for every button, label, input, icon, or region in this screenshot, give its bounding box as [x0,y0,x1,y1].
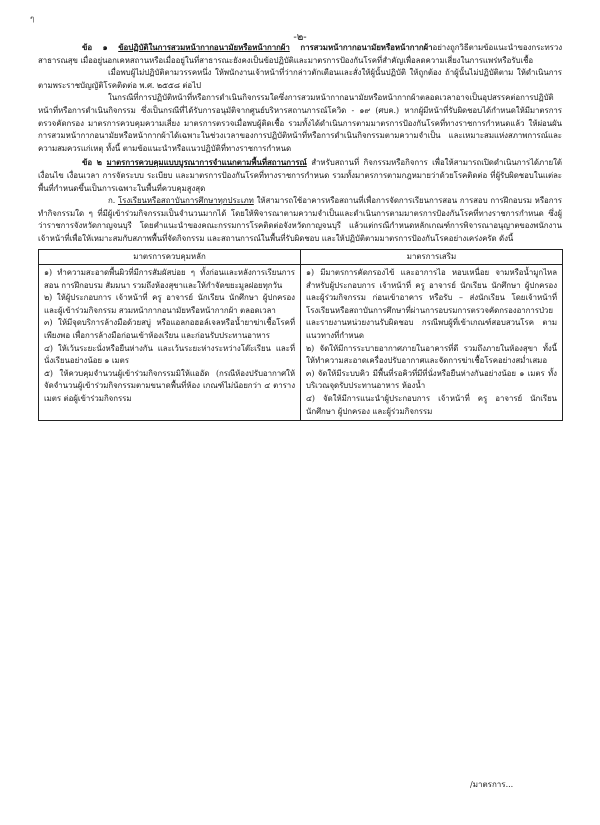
table-header-row [39,249,563,265]
header-main-measures: มาตรการควบคุมหลัก [39,249,301,265]
list-item: ๓) ให้มีจุดบริการล้างมือด้วยสบู่ หรือแอลกอฮอล์เจลหรือน้ำยาฆ่าเชื้อโรคที่เพียงพอ เพื่อการล้างมือก่อนเข้าห้องเรียน และก่อนรับประทานอาหาร [44,318,295,341]
clause-2-heading: มาตรการควบคุมแบบบูรณาการจำแนกตามพื้นที่สถานการณ์ [106,158,307,168]
extra-measures-cell [301,265,563,421]
item-a-body: ให้สามารถใช้อาคารหรือสถานที่เพื่อการจัดการเรียนการสอน การสอบ การฝึกอบรม หรือการทำกิจกรรมใด ๆ ที่มีผู้เข้าร่วมกิจกรรมเป็นจำนวนมากได้ โดยให้พิจารณาตามความจำเป็นและดำเนินการตามมาตรการป้องกันโรคที่ทางราชการกำหนด ซึ่งผู้ว่าราชการจังหวัดกาญจนบุรี โดยคำแนะนำของคณะกรรมการโรคติดต่อจังหวัดกาญจนบุรี แล้วแต่กรณีกำหนดหลักเกณฑ์การพิจารณาอนุญาตของพนักงานเจ้าหน้าที่เพื่อให้เหมาะสมกับสภาพพื้นที่จัดกิจกรรม และสถานการณ์ในพื้นที่รับผิดชอบ และให้ปฏิบัติตามมาตรการป้องกันโรคอย่างเคร่งครัด ดังนี้ [38,196,562,243]
clause-1-body: อย่างถูกวิธีตามข้อแนะนำของกระทรวงสาธารณสุข เมื่ออยู่นอกเคหสถานหรือเมื่ออยู่ในที่สาธารณะยังคงเป็นข้อปฏิบัติและมาตรการป้องกันโรคที่สำคัญเพื่อลดความเสี่ยงในการแพร่หรือรับเชื้อ [38,43,563,65]
clause-2-item-a [38,195,562,245]
continuation-note: /มาตรการ... [470,780,514,789]
list-item: ๓) จัดให้มีระบบคิว มีพื้นที่รอคิวที่มีที่นั่งหรือยืนห่างกันอย่างน้อย ๑ เมตร ทั้งบริเวณจุดรับประทานอาหาร ห้องน้ำ [306,368,557,391]
main-measures-cell [39,265,301,421]
list-item: ๒) จัดให้มีการระบายอากาศภายในอาคารที่ดี รวมถึงภายในห้องสุขา ทั้งนี้ ให้ทำความสะอาดเครื่องปรับอากาศและจัดการฆ่าเชื้อโรคอย่างสม่ำเสมอ [306,343,557,366]
clause-1-paragraph [38,42,562,67]
clause-1-heading-rest: การสวมหน้ากากอนามัยหรือหน้ากากผ้า [289,43,433,52]
list-item: ๔) ให้เว้นระยะนั่งหรือยืนห่างกัน และเว้นระยะห่างระหว่างโต๊ะเรียน และที่นั่งเรียนอย่างน้อย ๑ เมตร [44,343,295,366]
header-extra-measures: มาตรการเสริม [301,249,563,265]
clause-2-body: สำหรับสถานที่ กิจกรรมหรือกิจการ เพื่อให้สามารถเปิดดำเนินการได้ภายใต้เงื่อนไข เงื่อนเวลา การจัดระบบ ระเบียบ และมาตรการป้องกันโรคที่ทางราชการกำหนด รวมทั้งมาตรการตามกฎหมายว่าด้วยโรคติดต่อ ที่ผู้รับผิดชอบในแต่ละพื้นที่กำหนดขึ้นเป็นการเฉพาะในพื้นที่ควบคุมสูงสุด [38,158,562,193]
measures-table [38,249,563,422]
clause-1-heading: ข้อปฏิบัติในการสวมหน้ากากอนามัยหรือหน้ากากผ้า [118,43,290,52]
clause-2-paragraph [38,157,562,195]
document-body [38,42,562,421]
list-item: ๔) จัดให้มีการแนะนำผู้ประกอบการ เจ้าหน้าที่ ครู อาจารย์ นักเรียน นักศึกษา ผู้ปกครอง และผู้ร่วมกิจกรรม [306,394,557,416]
clause-1-paragraph-2: เมื่อพบผู้ไม่ปฏิบัติตามวรรคหนึ่ง ให้พนักงานเจ้าหน้าที่ว่ากล่าวตักเตือนและสั่งให้ผู้นั้นปฏิบัติ ให้ถูกต้อง ถ้าผู้นั้นไม่ปฏิบัติตาม ให้ดำเนินการตามพระราชบัญญัติโรคติดต่อ พ.ศ. ๒๕๕๘ ต่อไป [38,68,562,90]
list-item: ๒) ให้ผู้ประกอบการ เจ้าหน้าที่ ครู อาจารย์ นักเรียน นักศึกษา ผู้ปกครอง และผู้เข้าร่วมกิจกรรม สวมหน้ากากอนามัยหรือหน้ากากผ้า ตลอดเวลา [44,293,295,315]
clause-1-number: ข้อ ๑ [82,43,119,52]
list-item: ๕) ให้ควบคุมจำนวนผู้เข้าร่วมกิจกรรมมิให้แออัด (กรณีห้องปรับอากาศให้จัดจำนวนผู้เข้าร่วมกิจกรรมตามขนาดพื้นที่ห้อง เกณฑ์ไม่น้อยกว่า ๔ ตารางเมตร ต่อผู้เข้าร่วมกิจกรรม [44,368,295,404]
clause-1-paragraph-3: ในกรณีที่การปฏิบัติหน้าที่หรือการดำเนินกิจกรรมใดซึ่งการสวมหน้ากากอนามัยหรือหน้ากากผ้าตลอดเวลาอาจเป็นอุปสรรคต่อการปฏิบัติหน้าที่หรือการดำเนินกิจกรรม ซึ่งเป็นกรณีที่ได้รับการอนุมัติจากศูนย์บริหารสถานการณ์โควิด - ๑๙ (ศบค.) หากผู้มีหน้าที่รับผิดชอบได้กำหนดให้มีมาตรการตรวจคัดกรอง มาตรการควบคุมความเสี่ยง มาตรการตรวจเมื่อพบผู้ติดเชื้อ รวมทั้งได้ดำเนินการตามมาตรการป้องกันโรคที่ทางราชการกำหนดแล้ว ให้ผ่อนผันการสวมหน้ากากอนามัยหรือหน้ากากผ้าได้เฉพาะในช่วงเวลาของการปฏิบัติหน้าที่หรือการดำเนินกิจกรรมตามความจำเป็น และเหมาะสมแห่งสภาพการณ์และความสมควรแก่เหตุ ทั้งนี้ ตามข้อแนะนำหรือแนวปฏิบัติที่ทางราชการกำหนด [38,93,562,153]
item-a-heading: โรงเรียนหรือสถาบันการศึกษาทุกประเภท [117,196,254,206]
list-item: ๑) มีมาตรการคัดกรองไข้ และอาการไอ หอบเหนื่อย จามหรือน้ำมูกไหล สำหรับผู้ประกอบการ เจ้าหน้าที่ ครู อาจารย์ นักเรียน นักศึกษา ผู้ปกครอง และผู้ร่วมกิจกรรม ก่อนเข้าอาคาร หรือรับ – ส่งนักเรียน โดยเจ้าหน้าที่โรงเรียนหรือสถาบันการศึกษาที่ผ่านการอบรมการตรวจคัดกรองอาการป่วย และรายงานหน่วยงานรับผิดชอบ กรณีพบผู้ที่เข้าเกณฑ์สอบสวนโรค ตามแนวทางที่กำหนด [306,268,557,341]
clause-2-number: ข้อ ๒ [82,158,107,168]
item-a-lead: ก. [108,196,118,206]
list-item: ๑) ทำความสะอาดพื้นผิวที่มีการสัมผัสบ่อย ๆ ทั้งก่อนและหลังการเรียนการสอน การฝึกอบรม สัมมนา รวมถึงห้องสุขาและให้กำจัดขยะมูลฝอยทุกวัน [44,268,295,290]
corner-mark: ๆ [30,14,35,23]
table-row [39,265,563,421]
page-number: -๒- [293,32,307,43]
